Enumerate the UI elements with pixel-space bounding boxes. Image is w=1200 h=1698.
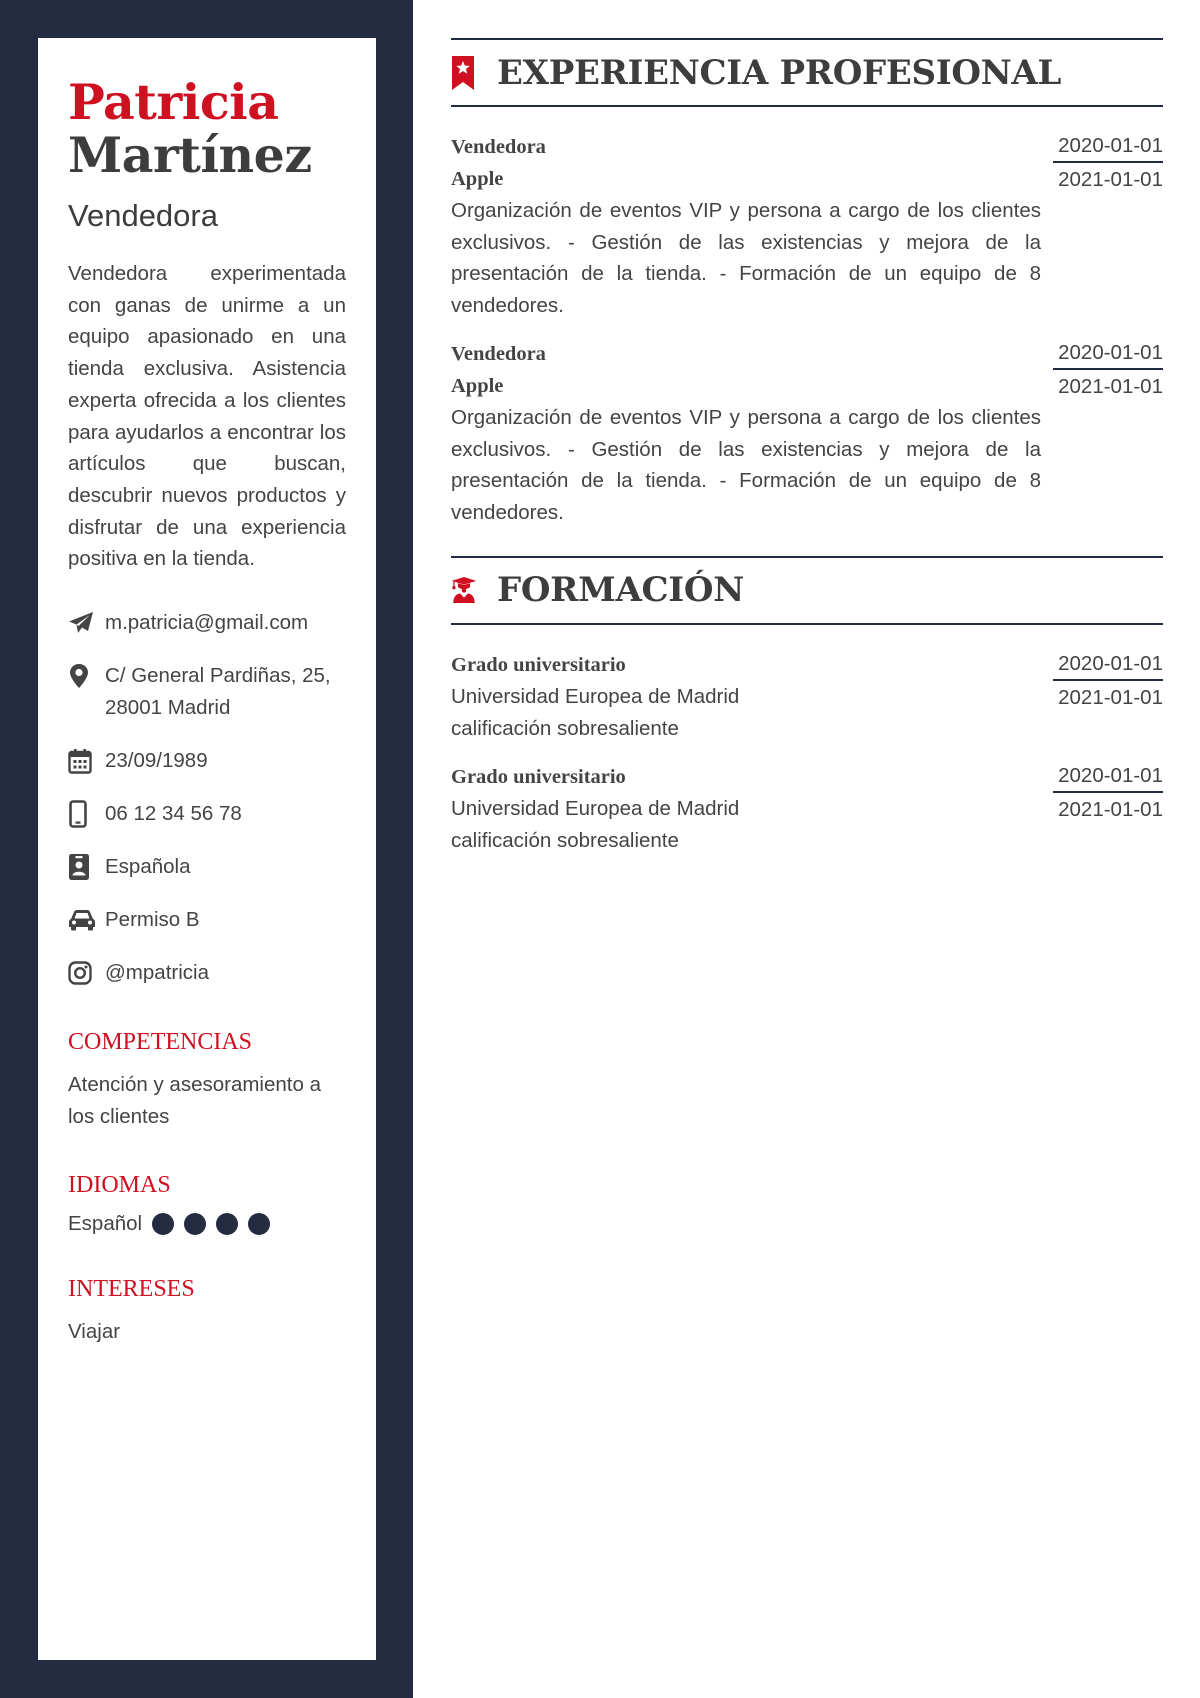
language-item [68,1212,346,1236]
education-dates [1053,761,1163,825]
start-date: 2020-01-01 [1053,338,1163,370]
car-icon [68,904,96,936]
end-date: 2021-01-01 [1058,685,1163,709]
education-degree: Grado universitario [451,765,626,788]
graduate-icon [451,572,477,608]
first-name: Patricia [68,73,279,131]
sidebar-card [38,38,376,1660]
experience-list [451,107,1163,529]
end-date: 2021-01-01 [1058,168,1163,191]
bookmark-star-icon [451,55,477,91]
experience-title: EXPERIENCIA PROFESIONAL [497,52,1062,93]
interests-heading: INTERESES [68,1276,195,1303]
experience-company: Apple [451,168,504,190]
experience-company: Apple [451,374,504,397]
contact-license [68,904,346,936]
education-header [451,556,1163,625]
contact-email[interactable] [68,607,346,639]
contact-instagram[interactable] [68,957,346,989]
contact-birthdate-text: 23/09/1989 [105,749,208,773]
experience-section [451,38,1163,529]
skill-item: Atención y asesoramiento a los clientes [68,1073,321,1128]
contact-phone[interactable] [68,798,346,830]
location-pin-icon [68,660,96,692]
calendar-icon [68,745,96,777]
contact-instagram-text: @mpatricia [105,961,209,985]
id-badge-icon [68,851,96,883]
education-grade: calificación sobresaliente [451,716,679,740]
contact-address [68,660,346,724]
end-date: 2021-01-01 [1058,374,1163,398]
language-level-dot [248,1213,270,1235]
sidebar-frame [0,0,413,1698]
language-level-dot [152,1213,174,1235]
experience-entry [451,131,1163,322]
education-entry [451,649,1163,745]
language-name: Español [68,1212,143,1236]
contact-nationality-text: Española [105,855,191,879]
experience-dates [1053,338,1163,402]
start-date: 2020-01-01 [1053,761,1163,793]
education-degree: Grado universitario [451,653,626,676]
contact-email-text: m.patricia@gmail.com [105,611,309,635]
experience-description: Organización de eventos VIP y persona a cargo de los clientes exclusivos. - Gestión de las existencias y mejora de la presentación de la tienda. - Formación de un equipo de 8 vendedores. [451,405,1041,524]
experience-description: Organización de eventos VIP y persona a cargo de los clientes exclusivos. - Gestión de las existencias y mejora de la presentación de la tienda. - Formación de un equipo de 8 vendedores. [451,199,1041,318]
start-date: 2020-01-01 [1053,131,1163,163]
education-grade: calificación sobresaliente [451,828,679,852]
contact-birthdate [68,745,346,777]
contact-list [68,607,346,989]
language-level-dots [152,1213,280,1235]
education-list [451,625,1163,857]
education-dates [1053,649,1163,713]
end-date: 2021-01-01 [1058,797,1163,821]
last-name: Martínez [68,126,312,184]
profile-summary: Vendedora experimentada con ganas de unirme a un equipo apasionado en una tienda exclusiva. Asistencia experta ofrecida a los clientes para ayudarlos a encontrar los artículos que buscan, descubrir nuevos productos y disfrutar de una experiencia positiva en la tienda. [68,262,346,571]
experience-entry [451,338,1163,529]
experience-role: Vendedora [451,342,546,365]
job-title: Vendedora [68,198,218,233]
education-school: Universidad Europea de Madrid [451,796,740,820]
contact-phone-text: 06 12 34 56 78 [105,802,242,826]
instagram-icon [68,957,96,989]
languages-heading: IDIOMAS [68,1172,171,1199]
contact-address-text: C/ General Pardiñas, 25, 28001 Madrid [105,664,331,720]
education-school: Universidad Europea de Madrid [451,684,740,708]
interest-item: Viajar [68,1320,121,1344]
start-date: 2020-01-01 [1053,649,1163,681]
language-level-dot [184,1213,206,1235]
experience-dates [1053,131,1163,195]
experience-role: Vendedora [451,136,546,158]
paper-plane-icon [68,607,96,639]
contact-nationality [68,851,346,883]
education-entry [451,761,1163,857]
mobile-phone-icon [68,798,96,830]
experience-header [451,38,1163,107]
main-column [451,38,1163,873]
skills-heading: COMPETENCIAS [68,1029,253,1056]
education-title: FORMACIÓN [497,570,744,611]
education-section [451,556,1163,857]
language-level-dot [216,1213,238,1235]
contact-license-text: Permiso B [105,908,200,932]
